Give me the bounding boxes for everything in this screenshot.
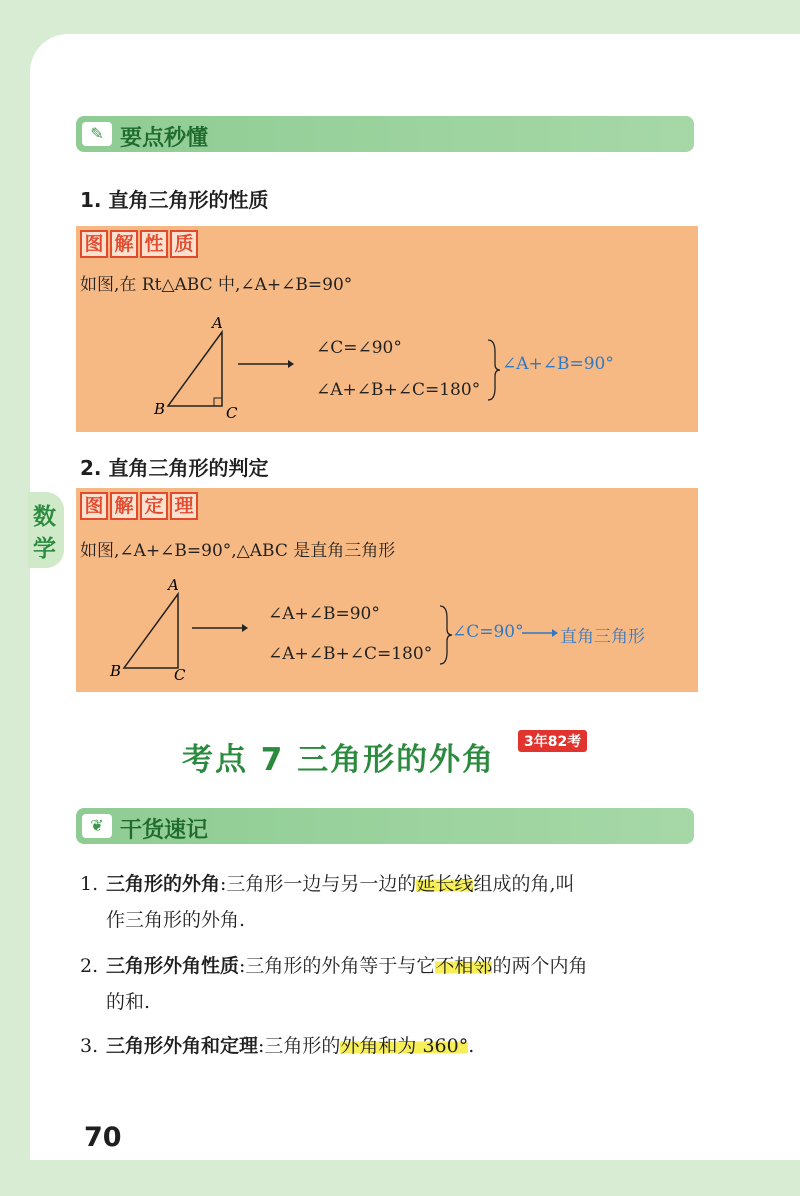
- list-item: 1. 三角形的外角:三角形一边与另一边的延长线组成的角,叫 作三角形的外角.: [80, 873, 575, 931]
- highlighted-text: 延长线: [416, 873, 474, 895]
- judgement-heading: 2. 直角三角形的判定: [80, 456, 269, 480]
- property-box: [76, 226, 698, 432]
- tag-char: 图: [80, 492, 108, 520]
- vertex-label-a: A: [212, 314, 223, 332]
- section-bar-quick-notes: [76, 808, 694, 844]
- page-number: 70: [84, 1122, 122, 1153]
- property-condition-2: ∠A+∠B+∠C=180°: [316, 380, 481, 400]
- judgement-box: [76, 488, 698, 692]
- judgement-result-text: 直角三角形: [560, 627, 645, 647]
- item-term: 三角形外角性质: [106, 955, 240, 977]
- tag-char: 解: [110, 230, 138, 258]
- judgement-statement: 如图,∠A+∠B=90°,△ABC 是直角三角形: [80, 541, 396, 561]
- section-bar-key-points: [76, 116, 694, 152]
- vertex-label-c: C: [174, 666, 186, 682]
- tag-char: 图: [80, 230, 108, 258]
- topic-title: 考点 7 三角形的外角: [182, 742, 496, 778]
- tag-char: 性: [140, 230, 168, 258]
- tag-char: 解: [110, 492, 138, 520]
- judgement-result: ∠C=90°: [452, 622, 524, 642]
- teacher-icon: ✎: [82, 122, 112, 146]
- blue-arrow-icon: [520, 624, 560, 642]
- brace-icon: [486, 338, 502, 402]
- tag-char: 定: [140, 492, 168, 520]
- judgement-condition-1: ∠A+∠B=90°: [268, 604, 380, 624]
- judgement-tags: [80, 492, 198, 520]
- page-bottom-strip: [30, 1160, 800, 1196]
- vertex-label-b: B: [110, 662, 122, 680]
- item-term: 三角形外角和定理: [106, 1035, 259, 1057]
- arrow-icon: [236, 354, 296, 374]
- item-term: 三角形的外角: [106, 873, 221, 895]
- property-condition-1: ∠C=∠90°: [316, 338, 402, 358]
- side-tab-char: 学: [33, 536, 56, 562]
- leaf-icon: ❦: [82, 814, 112, 838]
- tag-char: 质: [170, 230, 198, 258]
- list-item: 3. 三角形外角和定理:三角形的外角和为 360°.: [80, 1035, 475, 1057]
- side-tab-char: 数: [33, 504, 56, 530]
- list-item: 2. 三角形外角性质:三角形的外角等于与它不相邻的两个内角 的和.: [80, 955, 588, 1013]
- judgement-condition-2: ∠A+∠B+∠C=180°: [268, 644, 433, 664]
- arrow-icon: [190, 618, 250, 638]
- tag-char: 理: [170, 492, 198, 520]
- highlighted-text: 外角和为 360°: [340, 1035, 469, 1057]
- vertex-label-b: B: [154, 400, 166, 418]
- highlighted-text: 不相邻: [435, 955, 493, 977]
- exam-frequency-badge: 3年82考: [518, 730, 587, 752]
- property-heading: 1. 直角三角形的性质: [80, 188, 269, 212]
- subject-side-tab: [28, 492, 64, 568]
- property-statement: 如图,在 Rt△ABC 中,∠A+∠B=90°: [80, 275, 353, 295]
- vertex-label-c: C: [226, 404, 238, 420]
- vertex-label-a: A: [168, 576, 179, 594]
- section-title: 要点秒懂: [120, 126, 209, 151]
- property-tags: [80, 230, 198, 258]
- section-title: 干货速记: [120, 818, 209, 843]
- property-result: ∠A+∠B=90°: [502, 354, 614, 374]
